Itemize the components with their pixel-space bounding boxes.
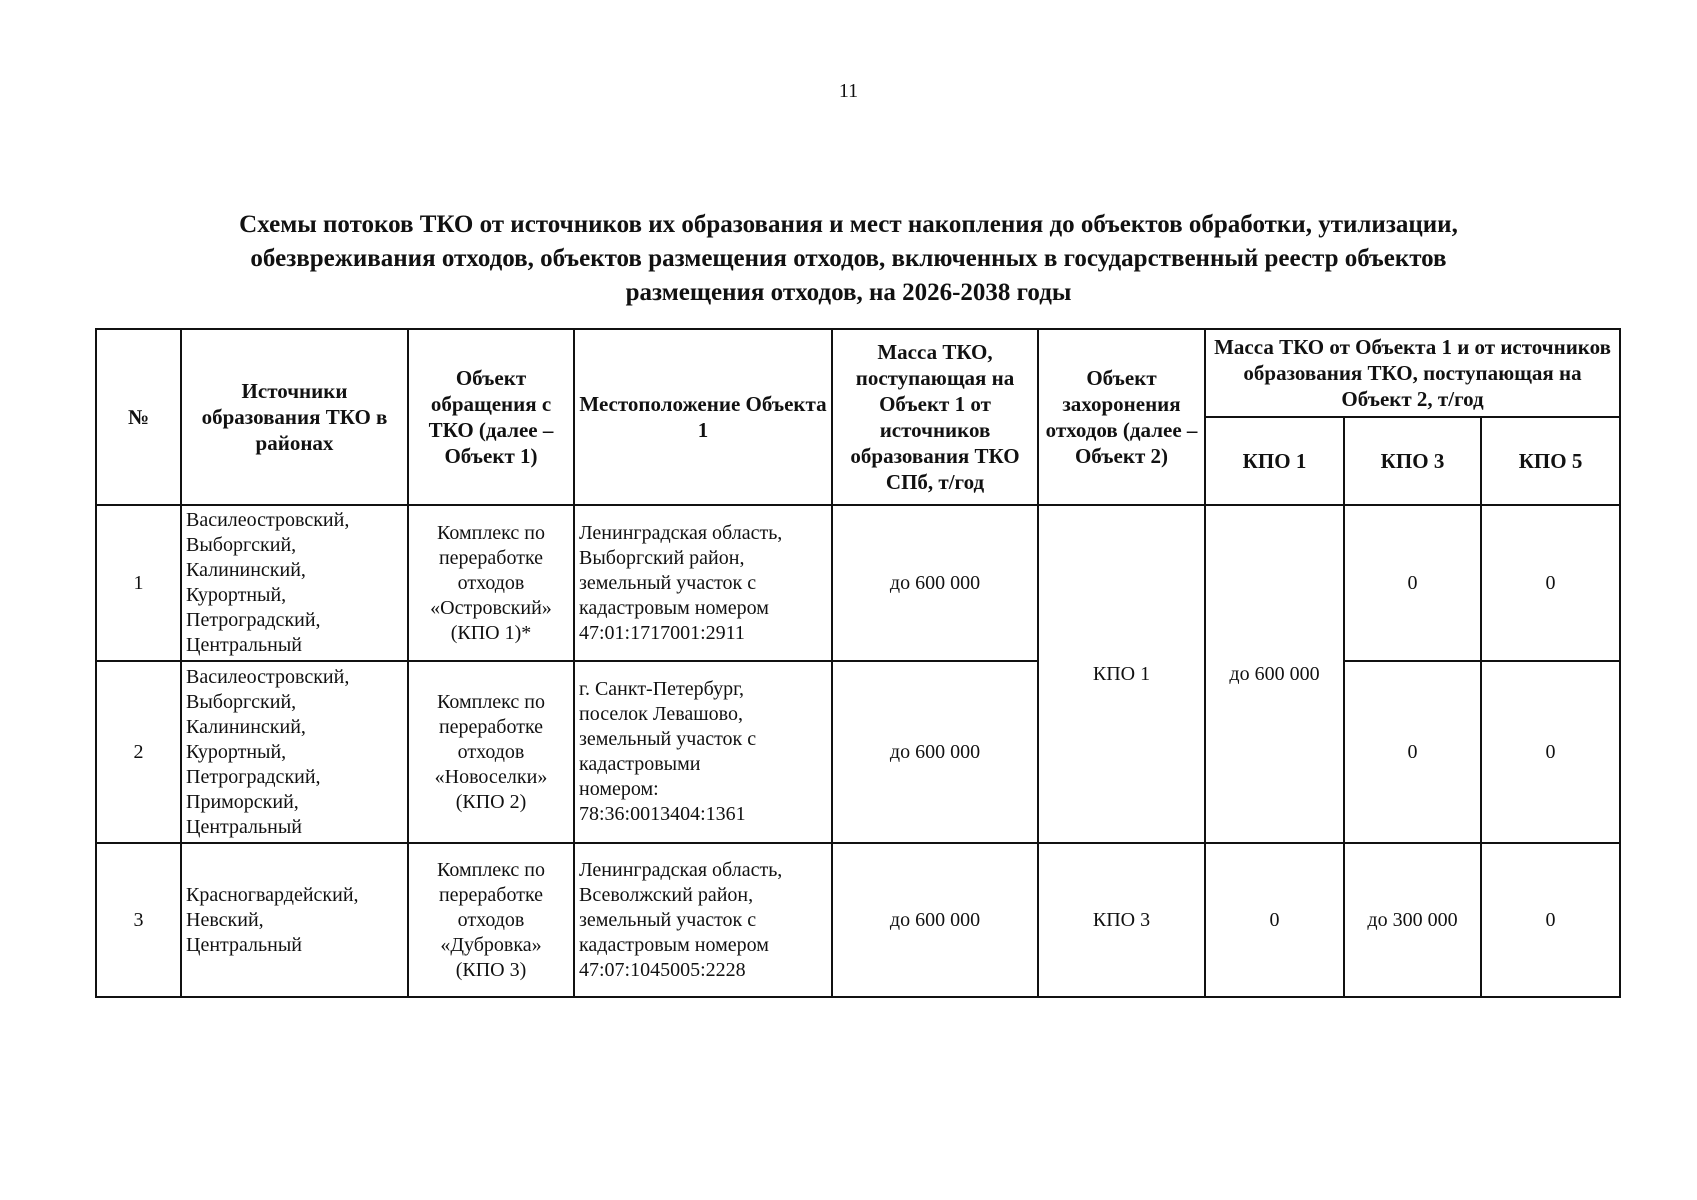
- row-mass-in: до 600 000: [832, 843, 1038, 997]
- title-line: размещения отходов, на 2026-2038 годы: [625, 279, 1072, 306]
- page-number: 11: [838, 80, 859, 102]
- row-kpo5: 0: [1481, 505, 1620, 661]
- row-object1: Комплекс по переработке отходов «Островский» (КПО 1)*: [408, 505, 574, 661]
- header-object1: Объект обращения с ТКО (далее – Объект 1): [408, 329, 574, 505]
- header-number: №: [96, 329, 181, 505]
- header-mass-in: Масса ТКО, поступающая на Объект 1 от источников образования ТКО СПб, т/год: [832, 329, 1038, 505]
- row-location: Ленинградская область, Всеволжский район, земельный участок с кадастровым номером 47:07:1045005:2228: [574, 843, 832, 997]
- row-kpo3: 0: [1344, 661, 1481, 843]
- row-sources: Красногвардейский, Невский, Центральный: [181, 843, 408, 997]
- header-kpo5: КПО 5: [1481, 417, 1620, 505]
- row-object2: КПО 1: [1038, 505, 1205, 843]
- row-object1: Комплекс по переработке отходов «Новоселки» (КПО 2): [408, 661, 574, 843]
- row-location: г. Санкт-Петербург, поселок Левашово, земельный участок с кадастровыми номером: 78:36:0013404:1361: [574, 661, 832, 843]
- table-row: [96, 843, 1620, 997]
- row-kpo3: 0: [1344, 505, 1481, 661]
- header-kpo3: КПО 3: [1344, 417, 1481, 505]
- waste-flow-table: [95, 328, 1621, 998]
- row-mass-in: до 600 000: [832, 661, 1038, 843]
- header-location: Местоположение Объекта 1: [574, 329, 832, 505]
- row-number: 2: [96, 661, 181, 843]
- row-mass-in: до 600 000: [832, 505, 1038, 661]
- table-row: [96, 661, 1620, 843]
- row-object1: Комплекс по переработке отходов «Дубровка» (КПО 3): [408, 843, 574, 997]
- header-kpo1: КПО 1: [1205, 417, 1344, 505]
- row-number: 1: [96, 505, 181, 661]
- row-sources: Василеостровский, Выборгский, Калининский, Курортный, Петроградский, Приморский, Центральный: [181, 661, 408, 843]
- row-kpo5: 0: [1481, 843, 1620, 997]
- header-sources: Источники образования ТКО в районах: [181, 329, 408, 505]
- header-mass-out-group: Масса ТКО от Объекта 1 и от источников образования ТКО, поступающая на Объект 2, т/год: [1205, 329, 1620, 417]
- row-kpo1: до 600 000: [1205, 505, 1344, 843]
- row-object2: КПО 3: [1038, 843, 1205, 997]
- header-object2: Объект захоронения отходов (далее – Объект 2): [1038, 329, 1205, 505]
- title-line: обезвреживания отходов, объектов размещения отходов, включенных в государственный реестр объектов: [250, 245, 1447, 272]
- row-kpo3: до 300 000: [1344, 843, 1481, 997]
- row-sources: Василеостровский, Выборгский, Калининский, Курортный, Петроградский, Центральный: [181, 505, 408, 661]
- row-location: Ленинградская область, Выборгский район, земельный участок с кадастровым номером 47:01:1717001:2911: [574, 505, 832, 661]
- row-number: 3: [96, 843, 181, 997]
- row-kpo5: 0: [1481, 661, 1620, 843]
- title-line: Схемы потоков ТКО от источников их образования и мест накопления до объектов обработки, утилизации,: [239, 211, 1458, 238]
- table-row: [96, 505, 1620, 661]
- document-title: [130, 208, 1567, 310]
- row-kpo1: 0: [1205, 843, 1344, 997]
